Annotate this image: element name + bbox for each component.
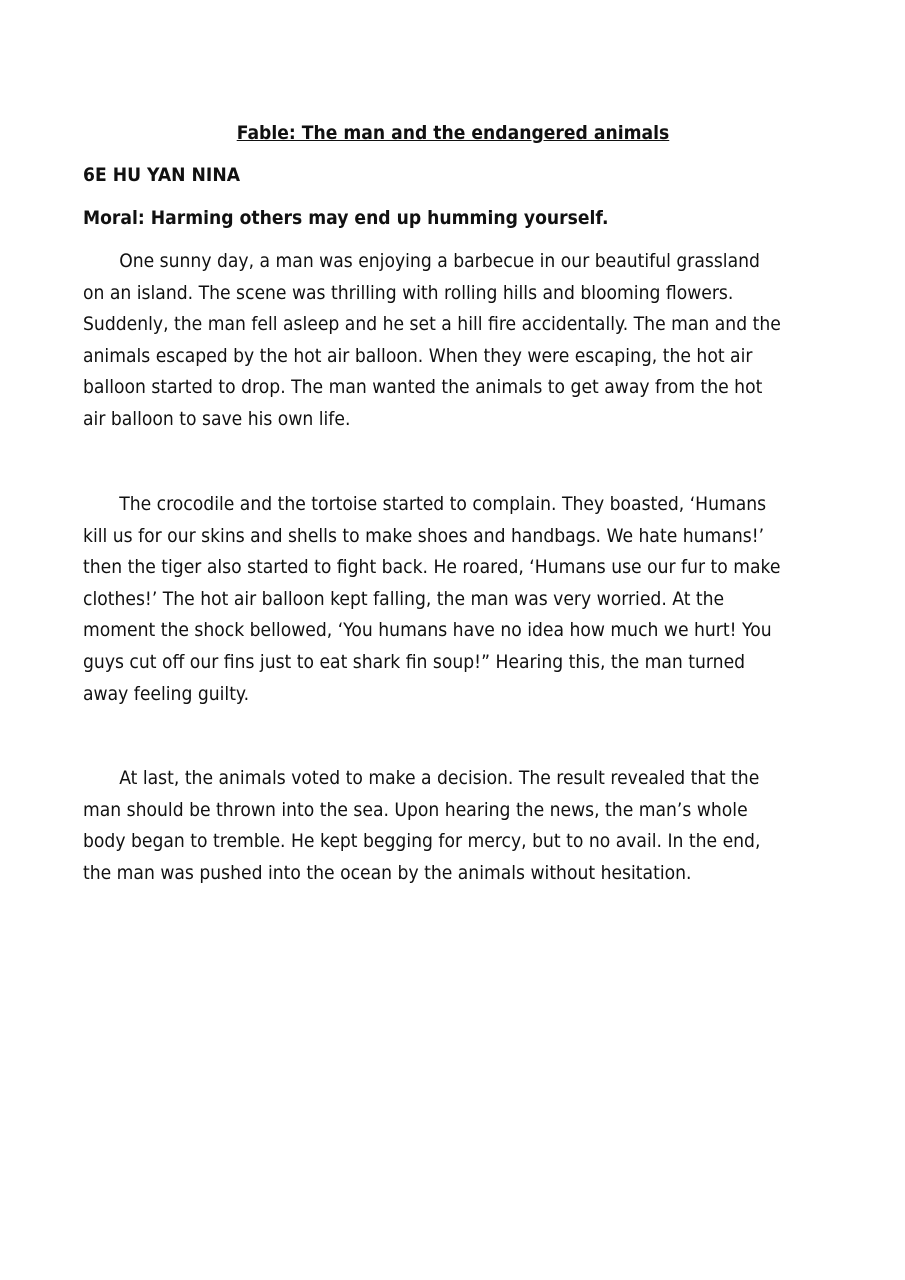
moral-line: Moral: Harming others may end up humming yourself. bbox=[83, 207, 609, 229]
text-line: air balloon to save his own life. bbox=[83, 407, 351, 430]
text-line: man should be thrown into the sea. Upon hearing the news, the man’s whole bbox=[83, 798, 748, 821]
text-line: on an island. The scene was thrilling with rolling hills and blooming flowers. bbox=[83, 281, 734, 304]
text-line: guys cut off our fins just to eat shark fin soup!” Hearing this, the man turned bbox=[83, 650, 746, 673]
paragraph-1 bbox=[83, 246, 898, 436]
document-title: Fable: The man and the endangered animals bbox=[236, 122, 669, 144]
text-line: kill us for our skins and shells to make shoes and handbags. We hate humans!’ bbox=[83, 524, 765, 547]
author-line: 6E HU YAN NINA bbox=[83, 164, 241, 186]
text-line: animals escaped by the hot air balloon. When they were escaping, the hot air bbox=[83, 344, 753, 367]
text-line: balloon started to drop. The man wanted the animals to get away from the hot bbox=[83, 376, 763, 399]
text-line: clothes!’ The hot air balloon kept falling, the man was very worried. At the bbox=[83, 587, 725, 610]
text-line: the man was pushed into the ocean by the animals without hesitation. bbox=[83, 861, 692, 884]
text-line: The crocodile and the tortoise started to complain. They boasted, ‘Humans bbox=[119, 493, 767, 515]
text-line: away feeling guilty. bbox=[83, 682, 250, 705]
text-line: Suddenly, the man fell asleep and he set a hill fire accidentally. The man and the bbox=[83, 313, 781, 336]
text-line: moment the shock bellowed, ‘You humans have no idea how much we hurt! You bbox=[83, 619, 772, 642]
paragraph-2 bbox=[83, 489, 898, 710]
text-line: One sunny day, a man was enjoying a barbecue in our beautiful grassland bbox=[119, 250, 760, 272]
text-line: At last, the animals voted to make a decision. The result revealed that the bbox=[119, 767, 760, 789]
text-line: then the tiger also started to fight back. He roared, ‘Humans use our fur to make bbox=[83, 556, 781, 579]
text-line: body began to tremble. He kept begging for mercy, but to no avail. In the end, bbox=[83, 830, 761, 853]
paragraph-3 bbox=[83, 763, 898, 889]
